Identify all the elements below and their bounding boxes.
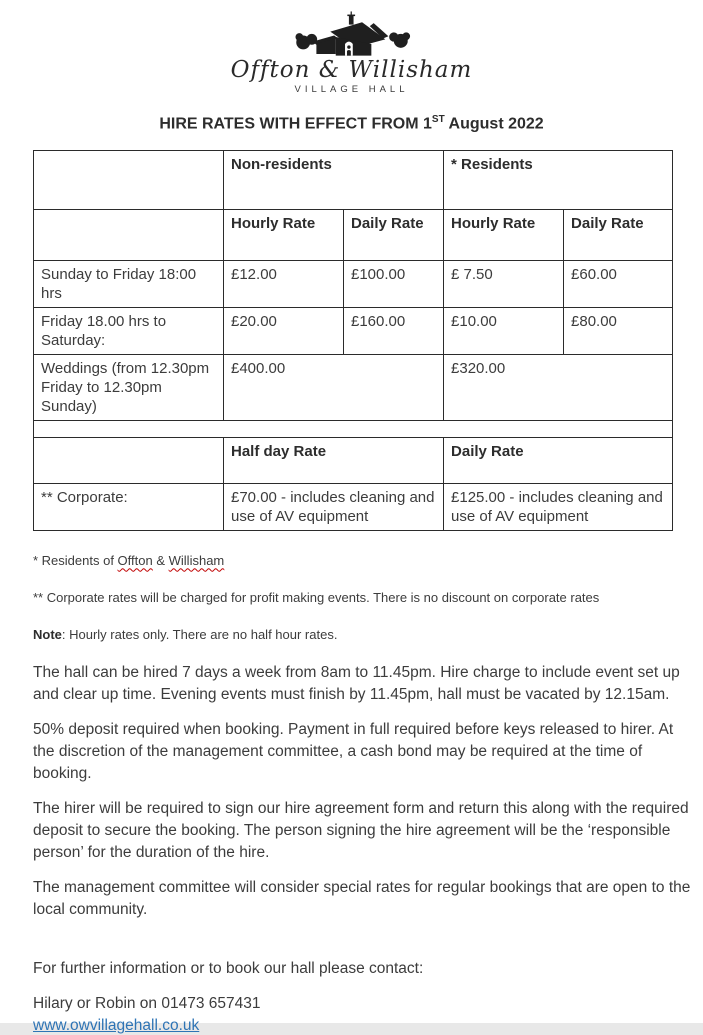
rate-cell: £100.00 bbox=[344, 261, 444, 308]
row-label: Weddings (from 12.30pm Friday to 12.30pm Sunday) bbox=[34, 355, 224, 421]
page-title bbox=[0, 114, 703, 133]
hire-rates-table bbox=[33, 150, 673, 531]
header-res-hourly: Hourly Rate bbox=[444, 210, 564, 261]
rate-cell: £320.00 bbox=[444, 355, 673, 421]
table-row-spacer bbox=[34, 421, 673, 438]
rate-cell: £400.00 bbox=[224, 355, 444, 421]
table-row-rate-headers bbox=[34, 210, 673, 261]
footnote-offton-word: Offton bbox=[117, 553, 153, 569]
logo bbox=[0, 0, 703, 95]
rate-cell: £10.00 bbox=[444, 308, 564, 355]
contact-website-line bbox=[33, 1017, 703, 1035]
footnote-note-text: : Hourly rates only. There are no half hour rates. bbox=[61, 627, 338, 643]
table-row-corporate-headers bbox=[34, 438, 673, 484]
logo-name-text: Offton & Willisham bbox=[230, 57, 473, 83]
footnote-residents bbox=[33, 553, 683, 568]
logo-subtitle-text: VILLAGE HALL bbox=[294, 84, 409, 95]
paragraph-hire-hours: The hall can be hired 7 days a week from 8am to 11.45pm. Hire charge to include event set up and clear up time. Evening events must finish by 11.45pm, hall must be vacated by 12.15am. bbox=[33, 664, 680, 704]
row-label: Friday 18.00 hrs to Saturday: bbox=[34, 308, 224, 355]
header-nonres-daily: Daily Rate bbox=[344, 210, 444, 261]
header-half-day-rate: Half day Rate bbox=[224, 438, 444, 484]
paragraph-agreement: The hirer will be required to sign our hire agreement form and return this along with the required deposit to secure the booking. The person signing the hire agreement will be the ‘responsible person’ for the duration of the hire. bbox=[33, 800, 689, 862]
page-title-superscript: ST bbox=[431, 114, 445, 125]
header-corporate-daily-rate: Daily Rate bbox=[444, 438, 673, 484]
footnote-note bbox=[33, 627, 683, 642]
rate-cell: £12.00 bbox=[224, 261, 344, 308]
rate-cell: £ 7.50 bbox=[444, 261, 564, 308]
contact-phone-line: Hilary or Robin on 01473 657431 bbox=[33, 995, 261, 1013]
page-title-suffix: August 2022 bbox=[444, 115, 544, 133]
table-row-group-headers bbox=[34, 151, 673, 210]
table-row-weddings bbox=[34, 355, 673, 421]
empty-cell bbox=[34, 210, 224, 261]
rate-cell: £20.00 bbox=[224, 308, 344, 355]
contact-intro: For further information or to book our hall please contact: bbox=[33, 960, 424, 978]
table-row-corporate bbox=[34, 484, 673, 531]
rate-cell: £60.00 bbox=[564, 261, 673, 308]
footnote-corporate: ** Corporate rates will be charged for profit making events. There is no discount on corporate rates bbox=[33, 590, 600, 606]
header-res-daily: Daily Rate bbox=[564, 210, 673, 261]
paragraph-deposit: 50% deposit required when booking. Payment in full required before keys released to hirer. At the discretion of the management committee, a cash bond may be required at the time of booking. bbox=[33, 721, 674, 783]
page-title-prefix: HIRE RATES WITH EFFECT FROM 1 bbox=[159, 115, 432, 133]
footnote-residents-prefix: * Residents of bbox=[33, 553, 118, 569]
spacer-cell bbox=[34, 421, 673, 438]
paragraph-special-rates: The management committee will consider special rates for regular bookings that are open to the local community. bbox=[33, 879, 691, 919]
table-row-sunday-friday bbox=[34, 261, 673, 308]
empty-cell bbox=[34, 438, 224, 484]
header-non-residents: Non-residents bbox=[224, 151, 444, 210]
footnote-note-label: Note bbox=[33, 627, 62, 643]
empty-cell bbox=[34, 151, 224, 210]
row-label: ** Corporate: bbox=[34, 484, 224, 531]
rate-cell: £160.00 bbox=[344, 308, 444, 355]
village-hall-logo-icon bbox=[277, 13, 427, 61]
footnote-willisham-word: Willisham bbox=[168, 553, 225, 569]
row-label: Sunday to Friday 18:00 hrs bbox=[34, 261, 224, 308]
rate-cell: £125.00 - includes cleaning and use of AV equipment bbox=[444, 484, 673, 531]
rate-cell: £70.00 - includes cleaning and use of AV equipment bbox=[224, 484, 444, 531]
rate-cell: £80.00 bbox=[564, 308, 673, 355]
header-nonres-hourly: Hourly Rate bbox=[224, 210, 344, 261]
footnote-amp: & bbox=[152, 553, 169, 569]
table-row-friday-saturday bbox=[34, 308, 673, 355]
header-residents: * Residents bbox=[444, 151, 673, 210]
website-link[interactable]: www.owvillagehall.co.uk bbox=[33, 1017, 200, 1035]
